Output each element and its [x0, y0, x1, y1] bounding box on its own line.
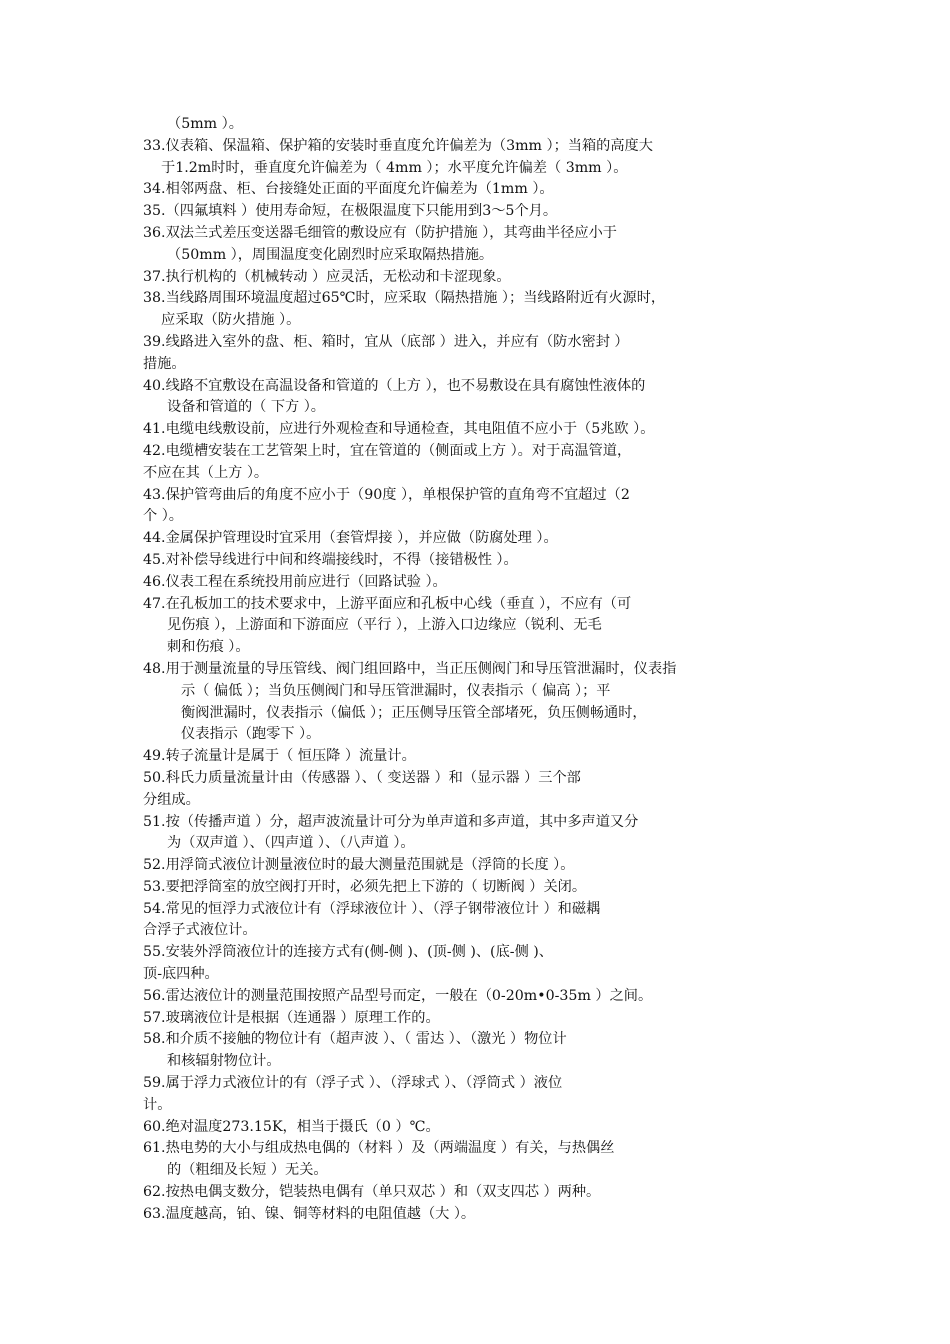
text-line: 顶-底四种。	[143, 966, 219, 983]
text-line: 62.按热电偶支数分，铠装热电偶有（单只双芯 ）和（双支四芯 ）两种。	[143, 1184, 601, 1201]
text-line: 个 ）。	[143, 508, 183, 525]
text-line: 55.安装外浮筒液位计的连接方式有(侧-侧 )、(顶-侧 )、(底-侧 )、	[143, 944, 553, 961]
text-line: 45.对补偿导线进行中间和终端接线时，不得（接错极性 ）。	[143, 551, 518, 568]
text-line: 衡阀泄漏时，仪表指示（偏低 ）；正压侧导压管全部堵死，负压侧畅通时，	[181, 704, 647, 721]
text-line: 措施。	[143, 355, 186, 372]
text-line: 47.在孔板加工的技术要求中，上游平面应和孔板中心线（垂直 ），不应有（可	[143, 595, 632, 612]
text-line: 39.线路进入室外的盘、柜、箱时，宜从（底部 ）进入，并应有（防水密封 ）	[143, 333, 629, 350]
text-line: 51.按（传播声道 ）分，超声波流量计可分为单声道和多声道，其中多声道又分	[143, 813, 639, 830]
text-line: 34.相邻两盘、柜、台接缝处正面的平面度允许偏差为（1mm ）。	[143, 181, 554, 198]
text-line: 53.要把浮筒室的放空阀打开时，必须先把上下游的（ 切断阀 ）关闭。	[143, 878, 587, 895]
text-line: 于1.2m时时，垂直度允许偏差为（ 4mm ）；水平度允许偏差（ 3mm ）。	[161, 159, 628, 176]
text-line: 58.和介质不接触的物位计有（超声波 ）、（ 雷达 ）、（激光 ）物位计	[143, 1031, 567, 1048]
text-line: 应采取（防火措施 ）。	[161, 312, 301, 329]
text-line: 49.转子流量计是属于（ 恒压降 ）流量计。	[143, 748, 416, 765]
text-line: 设备和管道的（ 下方 ）。	[167, 399, 325, 416]
text-line: 52.用浮筒式液位计测量液位时的最大测量范围就是（浮筒的长度 ）。	[143, 857, 575, 874]
text-line: （50mm ），周围温度变化剧烈时应采取隔热措施。	[167, 246, 494, 263]
text-line: 50.科氏力质量流量计由（传感器 ）、（ 变送器 ）和（显示器 ）三个部	[143, 769, 581, 786]
text-line: 46.仪表工程在系统投用前应进行（回路试验 ）。	[143, 573, 447, 590]
text-line: 57.玻璃液位计是根据（连通器 ）原理工作的。	[143, 1009, 440, 1026]
text-line: （5mm ）。	[167, 116, 243, 132]
text-line: 41.电缆电线敷设前，应进行外观检查和导通检查，其电阻值不应小于（5兆欧 ）。	[143, 421, 655, 438]
text-line: 61.热电势的大小与组成热电偶的（材料 ）及（两端温度 ）有关，与热偶丝	[143, 1140, 615, 1157]
text-line: 为（双声道 ）、（四声道 ）、（八声道 ）。	[167, 835, 415, 852]
text-line: 分组成。	[143, 791, 200, 808]
text-line: 计。	[143, 1096, 172, 1113]
text-line: 38.当线路周围环境温度超过65℃时，应采取（隔热措施 ）；当线路附近有火源时，	[143, 290, 666, 307]
text-line: 合浮子式液位计。	[143, 922, 257, 939]
text-line: 48.用于测量流量的导压管线、阀门组回路中，当正压侧阀门和导压管泄漏时，仪表指	[143, 660, 677, 677]
text-line: 示（ 偏低 ）；当负压侧阀门和导压管泄漏时，仪表指示（ 偏高 ）；平	[181, 682, 611, 699]
text-line: 的（粗细及长短 ）无关。	[167, 1162, 328, 1179]
text-line: 42.电缆槽安装在工艺管架上时，宜在管道的（侧面或上方 ）。对于高温管道，	[143, 442, 632, 459]
text-line: 54.常见的恒浮力式液位计有（浮球液位计 ）、（浮子钢带液位计 ）和磁耦	[143, 900, 601, 917]
text-line: 37.执行机构的（机械转动 ）应灵活，无松动和卡涩现象。	[143, 268, 511, 285]
text-line: 40.线路不宜敷设在高温设备和管道的（上方 ），也不易敷设在具有腐蚀性液体的	[143, 377, 646, 394]
text-line: 36.双法兰式差压变送器毛细管的敷设应有（防护措施 ），其弯曲半径应小于	[143, 224, 617, 241]
text-line: 见伤痕 ），上游面和下游面应（平行 ），上游入口边缘应（锐利、无毛	[167, 617, 602, 634]
text-line: 仪表指示（跑零下 ）。	[181, 726, 321, 743]
text-line: 不应在其（上方 ）。	[143, 464, 269, 481]
text-line: 35.（四氟填料 ）使用寿命短，在极限温度下只能用到3～5个月。	[143, 203, 558, 220]
document-page	[143, 114, 809, 1226]
text-line: 56.雷达液位计的测量范围按照产品型号而定，一般在（0-20m•0-35m ）之间。	[143, 987, 653, 1004]
text-line: 刺和伤痕 ）。	[167, 639, 250, 656]
text-line: 和核辐射物位计。	[167, 1053, 281, 1070]
text-line: 63.温度越高，铂、镍、铜等材料的电阻值越（大 ）。	[143, 1205, 476, 1222]
text-line: 59.属于浮力式液位计的有（浮子式 ）、（浮球式 ）、（浮筒式 ）液位	[143, 1075, 563, 1092]
text-line: 33.仪表箱、保温箱、保护箱的安装时垂直度允许偏差为（3mm ）；当箱的高度大	[143, 137, 653, 154]
text-line: 43.保护管弯曲后的角度不应小于（90度 ），单根保护管的直角弯不宜超过（2	[143, 486, 630, 503]
text-line: 44.金属保护管理设时宜采用（套管焊接 ），并应做（防腐处理 ）。	[143, 530, 558, 547]
text-line: 60.绝对温度273.15K，相当于摄氏（0 ）℃。	[143, 1118, 440, 1135]
